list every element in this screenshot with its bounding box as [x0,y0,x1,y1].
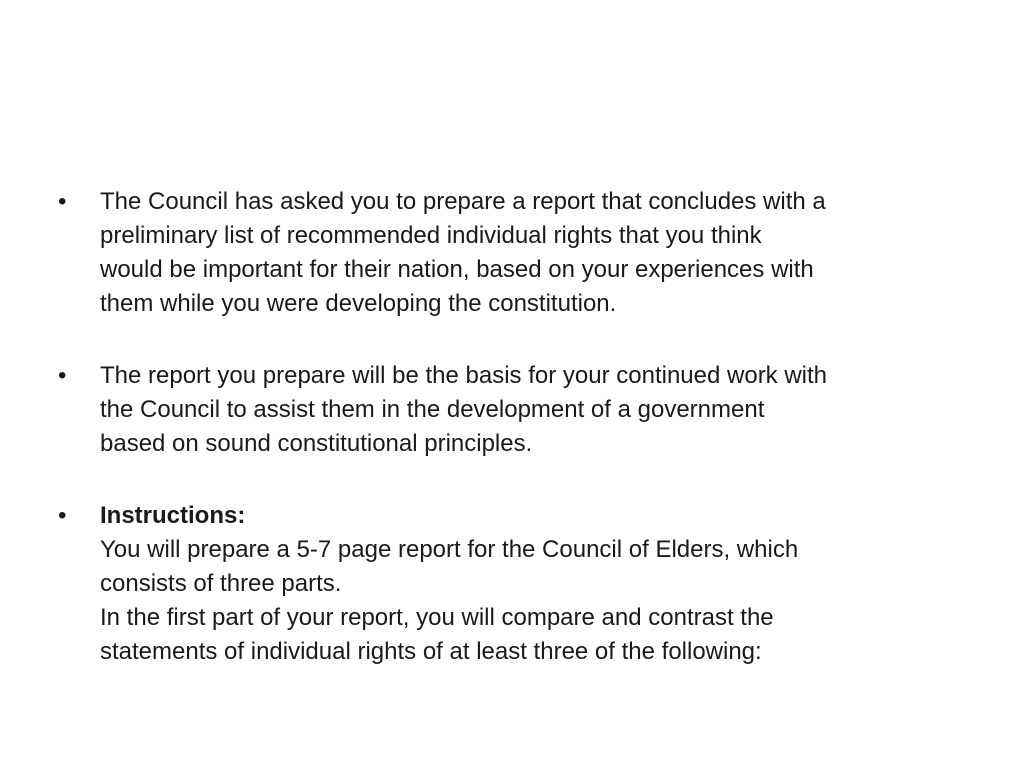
bullet-list [58,185,978,707]
bullet-item-instructions [58,499,978,669]
bullet-item-report-basis [58,359,978,461]
text-line: the Council to assist them in the development of a government [100,396,765,423]
text-line: would be important for their nation, based on your experiences with [100,256,814,283]
bullet-text [100,185,978,321]
bullet-icon: • [58,188,67,215]
text-line: The Council has asked you to prepare a report that concludes with a [100,188,826,215]
text-line: preliminary list of recommended individual rights that you think [100,222,762,249]
text-line: statements of individual rights of at least three of the following: [100,638,762,665]
bullet-text [100,499,978,669]
bullet-icon: • [58,362,67,389]
bullet-item-council-request [58,185,978,321]
text-line: In the first part of your report, you will compare and contrast the [100,604,774,631]
text-line: The report you prepare will be the basis for your continued work with [100,362,828,389]
text-line: based on sound constitutional principles. [100,430,533,457]
text-line: You will prepare a 5-7 page report for the Council of Elders, which [100,536,799,563]
instructions-heading: Instructions: [100,502,246,529]
bullet-icon: • [58,502,67,529]
text-line: them while you were developing the constitution. [100,290,617,317]
bullet-text [100,359,978,461]
text-line: consists of three parts. [100,570,342,597]
